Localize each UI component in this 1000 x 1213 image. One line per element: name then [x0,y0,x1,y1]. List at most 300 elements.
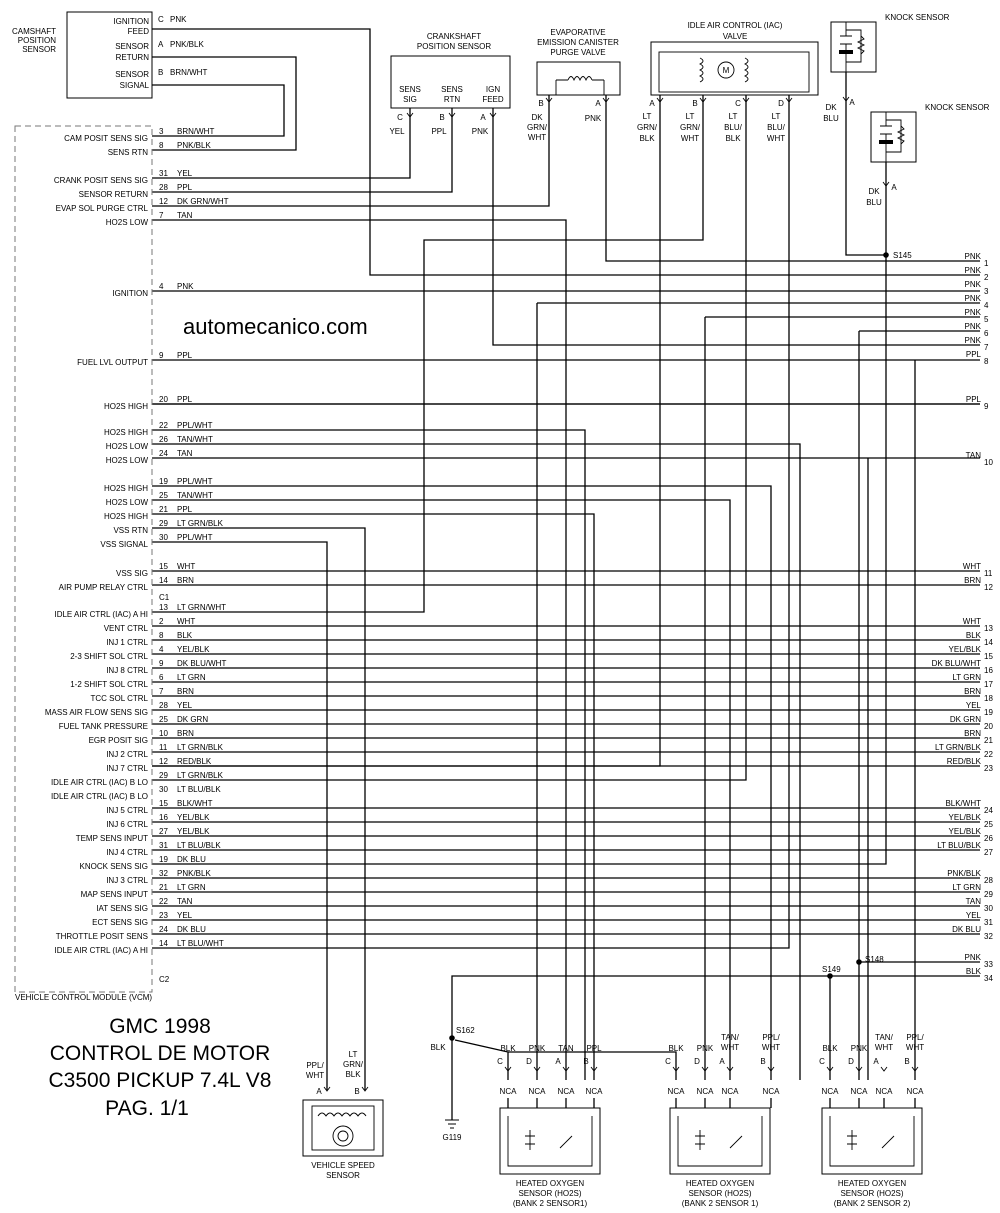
knock-sensor-name: KNOCK SENSOR [885,13,950,22]
knock-pin-letter: A [849,98,855,107]
ground-symbol [445,1120,459,1128]
iac-wire-color: LT [642,112,652,121]
terminal-number: 21 [984,736,993,745]
crank-pin-label: SENS [399,85,421,94]
terminal-wire-color: BLK [965,967,981,976]
ho2s-wire-color: PPL [586,1044,602,1053]
watermark-text: automecanico.com [183,314,368,339]
terminal-wire-color: DK BLU/WHT [931,659,981,668]
camshaft-pin-label: SENSOR [115,42,149,51]
ho2s-element [678,1116,762,1166]
ho2s-wire-color: PNK [528,1044,546,1053]
vcm-pin-number: 26 [159,435,168,444]
terminal-wire-color: PNK [964,953,981,962]
vcm-pin-label: HO2S LOW [105,498,148,507]
crank-pin-letter: A [480,113,486,122]
vcm-pin-number: 11 [159,743,168,752]
ground-label: G119 [442,1133,462,1142]
crank-wire-color: PPL [431,127,447,136]
iac-pin-letter: C [735,99,741,108]
iac-wire-color: BLU/ [724,123,742,132]
terminal-number: 20 [984,722,993,731]
vss-wire-color: LT [348,1050,358,1059]
crank-pin-label: FEED [482,95,504,104]
vcm-pin-label: MAP SENS INPUT [80,890,148,899]
vcm-wire-color: LT GRN [177,673,206,682]
ho2s2-blk-wire [508,1052,676,1080]
splice-s148-dot [856,959,862,965]
terminal-number: 3 [984,287,989,296]
terminal-wire-color: PNK [964,266,981,275]
terminal-number: 16 [984,666,993,675]
vcm-pin-number: 10 [159,729,168,738]
vcm-pin-number: 12 [159,197,168,206]
terminal-number: 30 [984,904,993,913]
ho2s-wire-color: WHT [905,1043,925,1052]
evap-pin-letter: A [595,99,601,108]
vcm-pin-label: TCC SOL CTRL [90,694,148,703]
vcm-pin-label: CRANK POSIT SENS SIG [53,176,148,185]
vcm-pin-number: 15 [159,562,168,571]
vcm-pin-label: IAT SENS SIG [96,904,148,913]
vcm-pin-number: 19 [159,855,168,864]
knock-sensor-box [831,22,876,72]
ho2s-wire-color: PPL/ [906,1033,924,1042]
vcm-wire-color: TAN [177,897,193,906]
cam-sig-wire [152,85,284,136]
vcm-wire-color: DK GRN/WHT [177,197,229,206]
terminal-number: 12 [984,583,993,592]
ho2s-pin-letter: D [848,1057,854,1066]
crank-wire-color: PNK [471,127,489,136]
vcm-pin-number: 29 [159,519,168,528]
vcm-pin-number: 14 [159,576,168,585]
wires-layer [152,29,980,1120]
terminal-wire-color: PPL [965,395,981,404]
terminal-wire-color: PNK [964,294,981,303]
terminal-number: 28 [984,876,993,885]
vcm-wire-color: PPL/WHT [177,533,213,542]
ho2s-sensor-name: (BANK 2 SENSOR 2) [833,1199,911,1208]
vcm-pin-label: CAM POSIT SENS SIG [64,134,148,143]
vcm-wire-color: TAN [177,449,193,458]
crank-pin-label: RTN [443,95,461,104]
terminal-number: 29 [984,890,993,899]
iac-wire-color: LT [685,112,695,121]
terminal-wire-color: BRN [964,687,981,696]
ho2s-sensor-box [670,1108,770,1174]
vcm-wire-color: BRN [177,729,194,738]
vcm-pin-label: INJ 2 CTRL [106,750,148,759]
vcm-name-label: VEHICLE CONTROL MODULE (VCM) [15,993,153,1002]
vcm-wire-color: LT BLU/BLK [177,785,221,794]
terminal-wire-color: LT GRN [952,673,981,682]
ho2s-sensor-name: SENSOR (HO2S) [840,1189,904,1198]
ho2s-nca-label: NCA [585,1087,603,1096]
title-line: C3500 PICKUP 7.4L V8 [48,1069,272,1092]
ho2s-sensor-name: SENSOR (HO2S) [688,1189,752,1198]
terminal-wire-color: DK GRN [949,715,981,724]
vcm-wire-color: YEL/BLK [177,813,210,822]
vcm-pin-number: 4 [159,282,164,291]
vcm-pin-number: 2 [159,617,164,626]
vcm-pin-number: 16 [159,813,168,822]
iac-wire-color: BLU/ [767,123,785,132]
iac-wire-color: GRN/ [680,123,700,132]
terminal-wire-color: PNK [964,308,981,317]
ho2s3-tanwht-wire [152,444,800,1080]
title-line: PAG. 1/1 [105,1097,189,1120]
vcm-wire-color: PPL [177,351,193,360]
vcm-pin-number: 7 [159,211,164,220]
vcm-pin-label: EVAP SOL PURGE CTRL [55,204,148,213]
ho2s-pin-letter: C [819,1057,825,1066]
terminal-wire-color: BLK/WHT [945,799,981,808]
knock-element [840,22,861,72]
crank-pin-label: SIG [403,95,417,104]
vcm-wire-color: PPL [177,395,193,404]
vcm-pin-label: HO2S HIGH [103,402,148,411]
vcm-pin-label: TEMP SENS INPUT [75,834,148,843]
ho2s-pin-letter: A [555,1057,561,1066]
vss-rotor [333,1126,353,1146]
evap-valve-box [537,62,620,95]
vcm-pin-number: 32 [159,869,168,878]
terminal-number: 1 [984,259,989,268]
vcm-pin-label: 1-2 SHIFT SOL CTRL [70,680,148,689]
terminal-wire-color: WHT [962,562,981,571]
terminal-number: 32 [984,932,993,941]
vcm-pin-label: INJ 4 CTRL [106,848,148,857]
ho2s-wire-color: WHT [761,1043,781,1052]
ho2s-sensor-name: (BANK 2 SENSOR 1) [681,1199,759,1208]
splice-s145-dot [883,252,889,258]
ho2s-pin-terminal [881,1067,887,1071]
iac-wire-color: LT [728,112,738,121]
vcm-pin-label: HO2S HIGH [103,428,148,437]
vcm-pin-label: VENT CTRL [103,624,148,633]
vcm-pin-label: HO2S HIGH [103,484,148,493]
vcm-wire-color: YEL/BLK [177,827,210,836]
evap-valve-name: PURGE VALVE [550,48,606,57]
vcm-pin-label: KNOCK SENS SIG [79,862,148,871]
terminal-wire-color: YEL [965,911,981,920]
terminal-number: 4 [984,301,989,310]
evap-wire-color: DK [531,113,543,122]
terminal-number: 25 [984,820,993,829]
vss-sensor-name: VEHICLE SPEED [311,1161,375,1170]
ho2s-pin-letter: A [719,1057,725,1066]
vcm-pin-number: 28 [159,183,168,192]
iac-valve-name: IDLE AIR CONTROL (IAC) [687,21,783,30]
vcm-pin-number: 12 [159,757,168,766]
ho2s-wire-color: TAN/ [721,1033,739,1042]
ho2s-wire-color: PNK [850,1044,868,1053]
camshaft-pin-label: SIGNAL [119,81,149,90]
terminal-wire-color: YEL [965,701,981,710]
terminal-number: 18 [984,694,993,703]
iac-wire-color: LT [771,112,781,121]
ho2s-sensor-name: SENSOR (HO2S) [518,1189,582,1198]
camshaft-wire-color: PNK [170,15,187,24]
vcm-pin-label: HO2S LOW [105,218,148,227]
ho2s-nca-label: NCA [875,1087,893,1096]
vcm-pin-number: 21 [159,505,168,514]
ho2s-nca-label: NCA [906,1087,924,1096]
ho2s-nca-label: NCA [762,1087,780,1096]
title-line: GMC 1998 [109,1015,211,1038]
camshaft-pin-letter: C [158,15,164,24]
iac-valve-box [651,42,818,95]
camshaft-pin-label: RETURN [115,53,149,62]
vcm-pin-number: 23 [159,911,168,920]
ho2s-sensor-name: (BANK 2 SENSOR1) [512,1199,588,1208]
vcm-pin-label: IDLE AIR CTRL (IAC) A HI [54,946,148,955]
vcm-pin-label: HO2S LOW [105,456,148,465]
terminal-wire-color: PNK/BLK [947,869,981,878]
knock-piezo [839,50,853,54]
terminal-wire-color: PNK [964,336,981,345]
vcm-pin-number: 7 [159,687,164,696]
vss-inner [312,1106,374,1150]
ho2s-wire-color: TAN/ [875,1033,893,1042]
vcm-pin-number: 3 [159,127,164,136]
knock-wire-color: BLU [823,114,839,123]
vss-wire-color: BLK [345,1070,361,1079]
ho2s-nca-label: NCA [667,1087,685,1096]
terminal-number: 14 [984,638,993,647]
vcm-pin-number: 31 [159,841,168,850]
vcm-wire-color: LT GRN/BLK [177,743,223,752]
evap-valve-name: EMISSION CANISTER [537,38,619,47]
vss-sensor-name: SENSOR [326,1171,360,1180]
ho2s-wire-color: BLK [668,1044,684,1053]
vcm-pin-label: MASS AIR FLOW SENS SIG [44,708,148,717]
vcm-pin-number: 24 [159,925,168,934]
vcm-pin-number: 25 [159,715,168,724]
ho2s-pin-letter: D [694,1057,700,1066]
vss-wire-color: WHT [305,1071,325,1080]
ho2s-wire-color: TAN [558,1044,574,1053]
terminal-wire-color: YEL/BLK [948,827,981,836]
vcm-wire-color: PPL [177,505,193,514]
terminal-number: 24 [984,806,993,815]
ho2s2-tanwht-wire [152,500,730,1080]
crank-pin-letter: B [439,113,445,122]
vcm-wire-color: DK GRN [177,715,209,724]
evap-valve-name: EVAPORATIVE [550,28,606,37]
vcm-pin-label: HO2S LOW [105,442,148,451]
vcm-pin-label: VSS SIGNAL [100,540,148,549]
terminal-wire-color: PNK [964,280,981,289]
ho2s-nca-label: NCA [821,1087,839,1096]
vcm-pin-label: IDLE AIR CTRL (IAC) B LO [50,792,148,801]
vcm-wire-color: TAN/WHT [177,491,213,500]
vcm-wire-color: WHT [177,617,196,626]
vcm-pin-label: VSS SIG [115,569,148,578]
camshaft-pin-label: SENSOR [115,70,149,79]
vcm-pin-label: 2-3 SHIFT SOL CTRL [70,652,148,661]
terminal-wire-color: PNK [964,252,981,261]
terminal-wire-color: LT GRN/BLK [935,743,981,752]
vcm-pin-label: FUEL LVL OUTPUT [77,358,148,367]
vcm-wire-color: DK BLU [177,855,206,864]
vcm-wire-color: YEL [177,911,193,920]
vcm-pin-label: SENSOR RETURN [78,190,148,199]
evap-wire-color: GRN/ [527,123,547,132]
evap-pnk-wire [606,95,980,261]
vcm-pin-label: INJ 8 CTRL [106,666,148,675]
vcm-wire-color: DK BLU [177,925,206,934]
ho2s-sensor-name: HEATED OXYGEN [515,1179,585,1188]
iac-d-wire [152,95,789,948]
vcm-pin-number: 8 [159,631,164,640]
terminal-number: 27 [984,848,993,857]
vcm-wire-color: YEL [177,701,193,710]
ho2s-pin-letter: A [873,1057,879,1066]
vss-pin-letter: B [354,1087,360,1096]
terminal-number: 2 [984,273,989,282]
ho2s-pin-letter: B [760,1057,766,1066]
knock2-wire [152,162,886,864]
vcm-wire-color: BRN/WHT [177,127,215,136]
terminal-wire-color: YEL/BLK [948,813,981,822]
terminal-number: 8 [984,357,989,366]
vcm-wire-color: YEL [177,169,193,178]
title-line: CONTROL DE MOTOR [49,1042,271,1065]
vcm-wire-color: LT BLU/WHT [177,939,224,948]
terminal-number: 6 [984,329,989,338]
vcm-pin-label: INJ 5 CTRL [106,806,148,815]
camshaft-pin-letter: A [158,40,164,49]
terminal-number: 26 [984,834,993,843]
vcm-pin-label: INJ 1 CTRL [106,638,148,647]
blk-bus-wire [452,976,980,1038]
ho2s-pin-letter: B [904,1057,910,1066]
knock-pin-letter: A [891,183,897,192]
vcm-pin-label: HO2S HIGH [103,512,148,521]
ho2s-pin-letter: D [526,1057,532,1066]
terminal-wire-color: RED/BLK [946,757,981,766]
vcm-pin-label: INJ 7 CTRL [106,764,148,773]
ho2s-nca-label: NCA [696,1087,714,1096]
camshaft-wire-color: BRN/WHT [170,68,208,77]
vcm-pin-label: IDLE AIR CTRL (IAC) A HI [54,610,148,619]
iac-wire-color: BLK [725,134,741,143]
vcm-pin-label: IGNITION [112,289,148,298]
vcm-pin-label: FUEL TANK PRESSURE [58,722,148,731]
terminal-number: 23 [984,764,993,773]
ho2s2-pplwht-wire [152,486,771,1080]
vcm-wire-color: WHT [177,562,196,571]
vss-sensor-box [303,1100,383,1156]
vcm-pin-label: INJ 3 CTRL [106,876,148,885]
terminal-wire-color: PPL [965,350,981,359]
ho2s-sensor-box [500,1108,600,1174]
terminal-number: 13 [984,624,993,633]
vcm-pin-label: THROTTLE POSIT SENS [55,932,148,941]
terminal-number: 7 [984,343,989,352]
terminal-number: 31 [984,918,993,927]
crankshaft-sensor-name: CRANKSHAFT [426,32,482,41]
ho2s-element [830,1116,914,1166]
vcm-wire-color: PPL/WHT [177,421,213,430]
ho2s-nca-label: NCA [557,1087,575,1096]
terminal-number: 11 [984,569,993,578]
vcm-wire-color: TAN [177,211,193,220]
crank-wire-color: YEL [389,127,405,136]
vss-wire-color: GRN/ [343,1060,363,1069]
vcm-wire-color: BLK/WHT [177,799,213,808]
vss-rotor-hub [338,1131,348,1141]
iac-b-wire [152,95,703,612]
iac-pin-letter: D [778,99,784,108]
terminal-number: 17 [984,680,993,689]
vcm-wire-color: BLK [177,631,193,640]
vcm-pin-label: IDLE AIR CTRL (IAC) B LO [50,778,148,787]
camshaft-pin-label: IGNITION [113,17,149,26]
vss-coil [318,1113,366,1116]
c2-connector-label: C2 [159,975,170,984]
iac-wire-color: BLK [639,134,655,143]
ho2s-wire-color: WHT [720,1043,740,1052]
terminal-wire-color: LT BLU/BLK [937,841,981,850]
vcm-pin-number: 30 [159,533,168,542]
ho2s-nca-label: NCA [528,1087,546,1096]
crankshaft-sensor-name: POSITION SENSOR [416,42,492,51]
evap-pin-letter: B [538,99,544,108]
vcm-wire-color: PPL/WHT [177,477,213,486]
iac-pin-letter: A [649,99,655,108]
splice-label: S145 [893,251,912,260]
iac-pin-letter: B [692,99,698,108]
terminal-wire-color: BLK [965,631,981,640]
ho2s-element [508,1116,592,1166]
crank-pin-label: IGN [485,85,501,94]
ho2s-nca-label: NCA [499,1087,517,1096]
knock-wire-color: DK [825,103,837,112]
vcm-wire-color: BRN [177,687,194,696]
ho2s-wire-color: BLK [500,1044,516,1053]
evap-wire-color: PNK [584,114,602,123]
vcm-wire-color: BRN [177,576,194,585]
terminal-wire-color: YEL/BLK [948,645,981,654]
camshaft-sensor-name: POSITION [17,36,56,45]
splice-label: S148 [865,955,884,964]
terminal-wire-color: BRN [964,729,981,738]
knock-wire-color: BLU [866,198,882,207]
splice-s162-dot [449,1035,455,1041]
ho2s-wire-color: WHT [874,1043,894,1052]
vcm-pin-number: 21 [159,883,168,892]
vcm-pin-number: 29 [159,771,168,780]
vcm-wire-color: LT GRN/BLK [177,519,223,528]
vcm-pin-number: 24 [159,449,168,458]
ground-wire-color: BLK [430,1043,446,1052]
splice-s149-dot [827,973,833,979]
ho2s-sensor-name: HEATED OXYGEN [837,1179,907,1188]
terminal-number: 34 [984,974,993,983]
evap-solenoid-coil [556,77,604,96]
terminal-wire-color: LT GRN [952,883,981,892]
iac-wire-color: GRN/ [637,123,657,132]
terminal-wire-color: TAN [965,897,981,906]
terminal-number: 5 [984,315,989,324]
vss-pin-letter: A [316,1087,322,1096]
vcm-pin-number: 9 [159,659,164,668]
vcm-pin-number: 14 [159,939,168,948]
terminal-number: 33 [984,960,993,969]
